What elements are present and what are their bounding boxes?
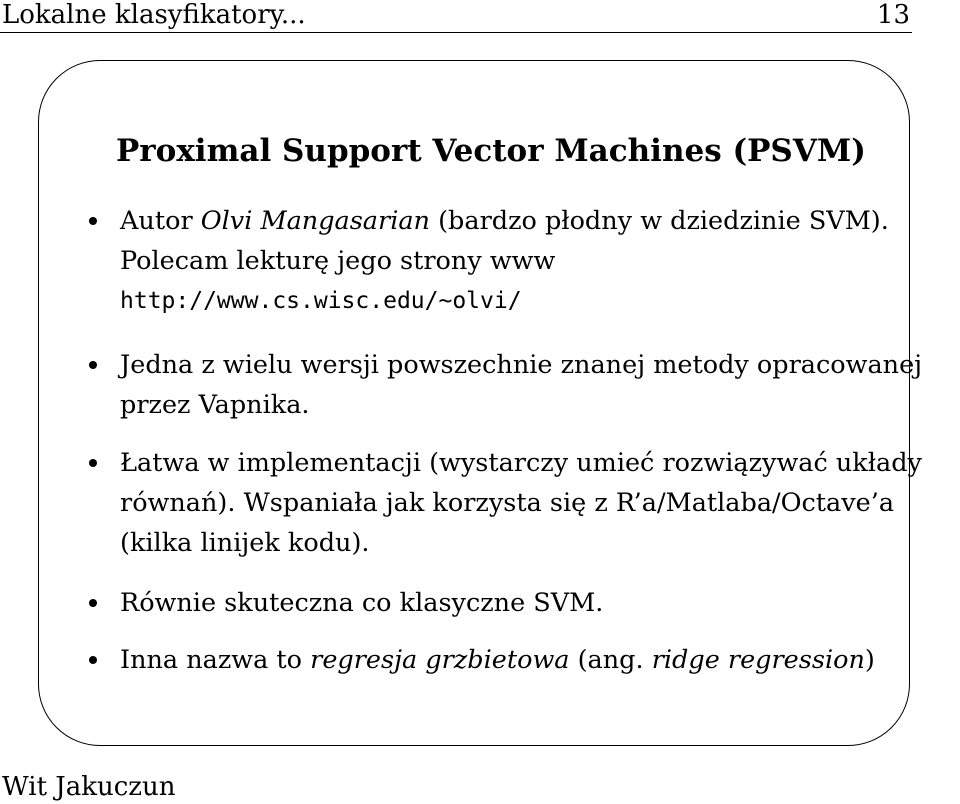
url-link[interactable]: http://www.cs.wisc.edu/~olvi/ bbox=[120, 288, 522, 314]
bullet-icon bbox=[89, 361, 97, 369]
bullet-effective bbox=[120, 583, 910, 623]
bullet-line bbox=[120, 640, 910, 680]
bullet-line: Jedna z wielu wersji powszechnie znanej metody opracowanej bbox=[120, 350, 923, 380]
bullet-icon bbox=[89, 459, 97, 467]
bullet-line bbox=[120, 201, 910, 241]
bullet-other-name bbox=[120, 640, 910, 680]
bullet-implementation bbox=[120, 443, 922, 563]
bullet-line: (kilka linijek kodu). bbox=[120, 528, 370, 558]
bullet-text: (ang. bbox=[569, 645, 652, 675]
bullet-line: Równie skuteczna co klasyczne SVM. bbox=[120, 588, 604, 618]
bullet-text: (bardzo płodny w dziedzinie SVM). bbox=[430, 206, 889, 236]
bullet-author bbox=[120, 201, 910, 321]
bullet-text: Inna nazwa to bbox=[120, 645, 311, 675]
slide-title: Proximal Support Vector Machines (PSVM) bbox=[116, 133, 866, 169]
bullet-text: ) bbox=[864, 645, 875, 675]
bullet-icon bbox=[89, 217, 97, 225]
bullet-line: przez Vapnika. bbox=[120, 390, 310, 420]
running-header-title: Lokalne klasyfikatory... bbox=[2, 0, 306, 30]
bullet-vapnik bbox=[120, 345, 923, 425]
footer-author: Wit Jakuczun bbox=[2, 772, 176, 802]
page-number: 13 bbox=[876, 0, 910, 30]
term-polish: regresja grzbietowa bbox=[310, 645, 570, 675]
bullet-line: Polecam lekturę jego strony www bbox=[120, 246, 556, 276]
bullet-icon bbox=[89, 599, 97, 607]
bullet-text: Autor bbox=[120, 206, 201, 236]
term-english: ridge regression bbox=[651, 645, 865, 675]
bullet-line: równań). Wspaniała jak korzysta się z R’a/Matlaba/Octave’a bbox=[120, 488, 895, 518]
bullet-icon bbox=[89, 656, 97, 664]
bullet-line: Łatwa w implementacji (wystarczy umieć rozwiązywać układy bbox=[120, 448, 922, 478]
author-name: Olvi Mangasarian bbox=[200, 206, 430, 236]
header-rule bbox=[0, 32, 912, 33]
